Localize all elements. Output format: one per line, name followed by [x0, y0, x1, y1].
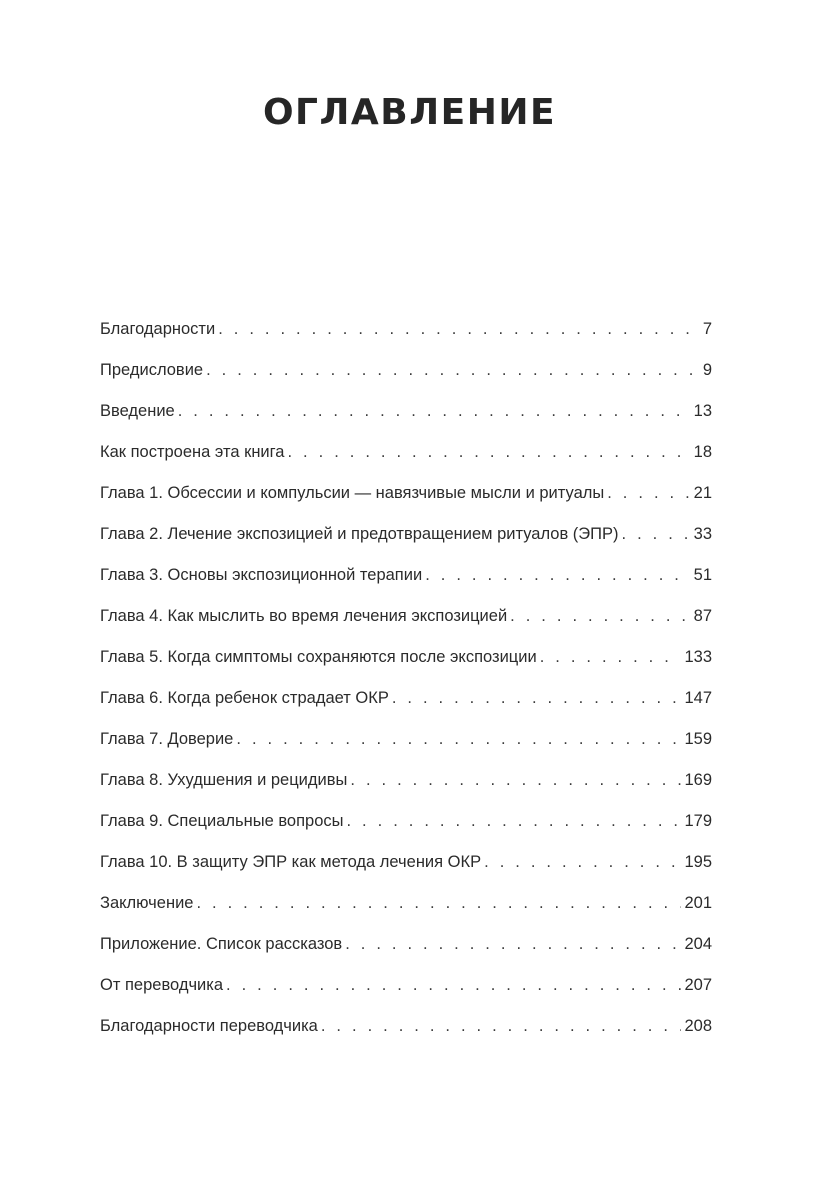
toc-page-number: 7 [702, 320, 712, 338]
toc-page-number: 147 [684, 689, 712, 707]
dot-leader [622, 522, 691, 546]
dot-leader [345, 932, 681, 956]
toc-entry-title: От переводчика [100, 976, 224, 994]
toc-entry[interactable] [100, 932, 712, 973]
toc-entry[interactable] [100, 481, 712, 522]
dot-leader [226, 973, 681, 997]
toc-entry-title: Глава 9. Специальные вопросы [100, 812, 344, 830]
dot-leader [392, 686, 682, 710]
toc-page-number: 51 [693, 566, 712, 584]
dot-leader [236, 727, 681, 751]
dot-leader [178, 399, 691, 423]
toc-entry-title: Глава 7. Доверие [100, 730, 234, 748]
toc-entry[interactable] [100, 522, 712, 563]
dot-leader [350, 768, 681, 792]
dot-leader [540, 645, 682, 669]
toc-entry[interactable] [100, 727, 712, 768]
table-of-contents [100, 317, 712, 1055]
toc-entry[interactable] [100, 1014, 712, 1055]
dot-leader [321, 1014, 682, 1038]
toc-entry-title: Благодарности переводчика [100, 1017, 318, 1035]
toc-entry-title: Глава 3. Основы экспозиционной терапии [100, 566, 423, 584]
dot-leader [607, 481, 690, 505]
toc-entry[interactable] [100, 768, 712, 809]
toc-entry-title: Глава 2. Лечение экспозицией и предотвращением ритуалов (ЭПР) [100, 525, 619, 543]
toc-page-number: 195 [684, 853, 712, 871]
toc-entry[interactable] [100, 440, 712, 481]
toc-entry[interactable] [100, 850, 712, 891]
toc-entry-title: Введение [100, 402, 175, 420]
toc-entry-title: Благодарности [100, 320, 216, 338]
toc-page-number: 18 [693, 443, 712, 461]
toc-page-number: 87 [693, 607, 712, 625]
toc-entry-title: Глава 8. Ухудшения и рецидивы [100, 771, 348, 789]
toc-page-number: 204 [684, 935, 712, 953]
toc-page-number: 33 [693, 525, 712, 543]
toc-page-number: 133 [684, 648, 712, 666]
toc-page-number: 13 [693, 402, 712, 420]
dot-leader [287, 440, 690, 464]
toc-page-number: 21 [693, 484, 712, 502]
dot-leader [346, 809, 681, 833]
toc-entry-title: Заключение [100, 894, 194, 912]
toc-entry[interactable] [100, 317, 712, 358]
toc-page-number: 9 [702, 361, 712, 379]
toc-entry[interactable] [100, 686, 712, 727]
toc-entry[interactable] [100, 358, 712, 399]
toc-entry[interactable] [100, 891, 712, 932]
toc-entry-title: Глава 10. В защиту ЭПР как метода лечения ОКР [100, 853, 482, 871]
toc-page-number: 207 [684, 976, 712, 994]
dot-leader [425, 563, 690, 587]
toc-entry[interactable] [100, 645, 712, 686]
toc-entry[interactable] [100, 563, 712, 604]
toc-entry-title: Глава 5. Когда симптомы сохраняются после экспозиции [100, 648, 537, 666]
dot-leader [206, 358, 700, 382]
toc-entry[interactable] [100, 399, 712, 440]
toc-entry-title: Предисловие [100, 361, 204, 379]
dot-leader [196, 891, 681, 915]
toc-entry-title: Глава 6. Когда ребенок страдает ОКР [100, 689, 389, 707]
toc-entry-title: Глава 4. Как мыслить во время лечения экспозицией [100, 607, 508, 625]
dot-leader [218, 317, 700, 341]
toc-entry[interactable] [100, 604, 712, 645]
toc-page-number: 208 [684, 1017, 712, 1035]
toc-page-number: 179 [684, 812, 712, 830]
dot-leader [510, 604, 690, 628]
page-title: ОГЛАВЛЕНИЕ [262, 92, 557, 133]
toc-entry-title: Глава 1. Обсессии и компульсии — навязчивые мысли и ритуалы [100, 484, 605, 502]
toc-entry[interactable] [100, 973, 712, 1014]
toc-entry-title: Приложение. Список рассказов [100, 935, 343, 953]
toc-page-number: 159 [684, 730, 712, 748]
dot-leader [484, 850, 681, 874]
toc-page-number: 201 [684, 894, 712, 912]
toc-entry-title: Как построена эта книга [100, 443, 285, 461]
toc-page-number: 169 [684, 771, 712, 789]
toc-entry[interactable] [100, 809, 712, 850]
